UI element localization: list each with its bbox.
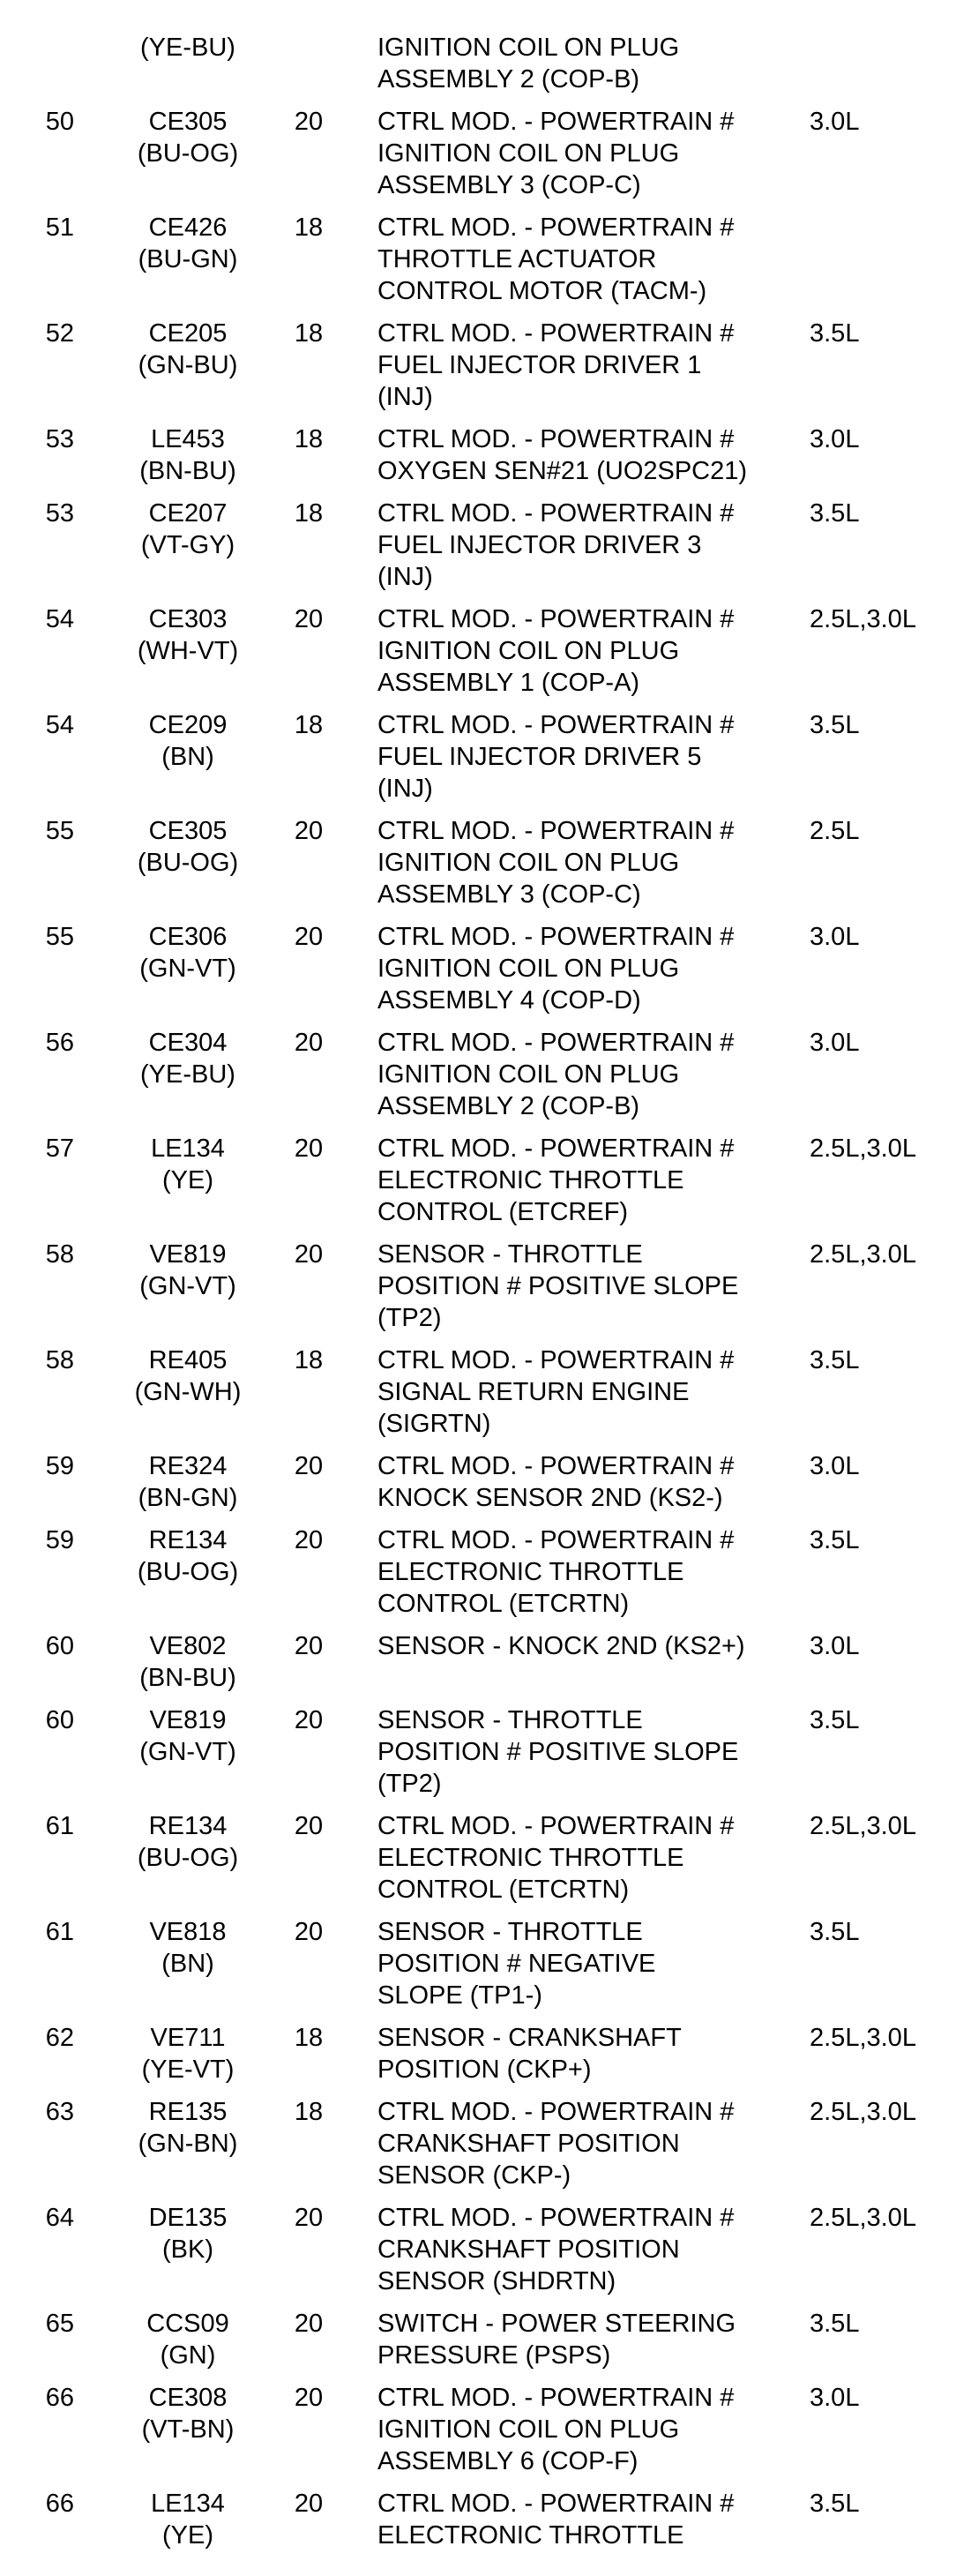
pin-number: 63 (45, 2098, 74, 2126)
engine-options: 2.5L,3.0L (810, 1240, 916, 1269)
circuit-cell (95, 1239, 280, 1302)
table-row (0, 815, 956, 910)
circuit-cell (95, 2022, 280, 2086)
engine-options: 3.0L (810, 108, 860, 136)
circuit-cell (95, 815, 280, 879)
circuit-cell (95, 1916, 280, 1980)
circuit-cell (95, 1344, 280, 1408)
circuit-cell (95, 709, 280, 773)
wire-color: (BN-BU) (139, 1664, 236, 1692)
pin-number: 57 (45, 1134, 74, 1163)
wire-gauge: 20 (294, 2204, 324, 2232)
wire-color: (GN) (160, 2341, 216, 2370)
wire-gauge: 18 (294, 499, 324, 528)
wire-gauge: 20 (294, 1918, 324, 1946)
wire-gauge: 18 (294, 2024, 324, 2052)
circuit-id: LE134 (151, 2490, 225, 2518)
pin-number: 50 (45, 108, 74, 136)
circuit-function: CTRL MOD. - POWERTRAIN # ELECTRONIC THROTTLE CONTROL (ETCRTN) (377, 1526, 735, 1618)
engine-options: 3.5L (810, 319, 860, 348)
table-row (0, 212, 956, 307)
wire-gauge: 18 (294, 1346, 324, 1374)
wire-gauge: 20 (294, 1240, 324, 1269)
wire-gauge: 18 (294, 425, 324, 453)
table-row (0, 1450, 956, 1514)
pin-number: 62 (45, 2024, 74, 2052)
pin-number: 66 (45, 2384, 74, 2412)
wire-color: (YE-VT) (141, 2056, 235, 2084)
circuit-function: CTRL MOD. - POWERTRAIN # ELECTRONIC THROTTLE (377, 2490, 735, 2550)
table-row (0, 2202, 956, 2297)
wire-color: (GN-BU) (138, 351, 238, 379)
wire-gauge: 18 (294, 213, 324, 242)
circuit-cell (95, 2382, 280, 2445)
circuit-function: CTRL MOD. - POWERTRAIN # IGNITION COIL ON PLUG ASSEMBLY 4 (COP-D) (377, 923, 735, 1015)
wire-color: (BN-GN) (138, 1484, 238, 1512)
pin-number: 66 (45, 2490, 74, 2518)
circuit-function: IGNITION COIL ON PLUG ASSEMBLY 2 (COP-B) (377, 34, 680, 94)
circuit-function: CTRL MOD. - POWERTRAIN # IGNITION COIL ON PLUG ASSEMBLY 6 (COP-F) (377, 2384, 735, 2475)
engine-options: 3.5L (810, 2310, 860, 2338)
wire-color: (GN-WH) (134, 1378, 242, 1406)
circuit-function: SENSOR - THROTTLE POSITION # POSITIVE SLOPE (TP2) (377, 1706, 739, 1798)
wire-color: (GN-VT) (139, 955, 236, 983)
circuit-cell (95, 2308, 280, 2371)
circuit-function: CTRL MOD. - POWERTRAIN # ELECTRONIC THROTTLE CONTROL (ETCRTN) (377, 1812, 735, 1904)
pin-number: 54 (45, 711, 74, 739)
wire-gauge: 20 (294, 108, 324, 136)
engine-options: 3.5L (810, 1526, 860, 1554)
table-row (0, 1344, 956, 1440)
wire-gauge: 20 (294, 817, 324, 845)
wire-gauge: 20 (294, 1812, 324, 1840)
engine-options: 2.5L,3.0L (810, 2204, 916, 2232)
table-row (0, 1027, 956, 1122)
circuit-function: CTRL MOD. - POWERTRAIN # IGNITION COIL ON PLUG ASSEMBLY 3 (COP-C) (377, 817, 735, 909)
circuit-function: CTRL MOD. - POWERTRAIN # FUEL INJECTOR DRIVER 5 (INJ) (377, 711, 735, 803)
table-row (0, 32, 956, 95)
pin-number: 59 (45, 1526, 74, 1554)
pin-number: 53 (45, 499, 74, 528)
wire-color: (VT-GY) (140, 531, 235, 559)
engine-options: 2.5L,3.0L (810, 1134, 916, 1163)
wire-gauge: 18 (294, 319, 324, 348)
circuit-function: CTRL MOD. - POWERTRAIN # FUEL INJECTOR DRIVER 3 (INJ) (377, 499, 735, 591)
engine-options: 3.0L (810, 1452, 860, 1480)
wire-color: (BU-OG) (137, 139, 239, 168)
circuit-function: CTRL MOD. - POWERTRAIN # THROTTLE ACTUATOR CONTROL MOTOR (TACM-) (377, 213, 735, 305)
circuit-function: CTRL MOD. - POWERTRAIN # CRANKSHAFT POSITION SENSOR (CKP-) (377, 2098, 735, 2190)
pin-number: 61 (45, 1812, 74, 1840)
pin-number: 58 (45, 1240, 74, 1269)
wire-color: (BN-BU) (139, 457, 236, 485)
wire-color: (YE-BU) (140, 34, 235, 62)
wire-gauge: 20 (294, 1029, 324, 1057)
circuit-id: LE453 (151, 425, 225, 453)
circuit-cell (95, 318, 280, 381)
wire-color: (YE) (162, 1166, 213, 1194)
table-row (0, 2022, 956, 2086)
wire-gauge: 20 (294, 2490, 324, 2518)
pin-number: 52 (45, 319, 74, 348)
table-row (0, 498, 956, 593)
wire-color: (BU-OG) (137, 1558, 239, 1586)
engine-options: 3.5L (810, 1706, 860, 1734)
wire-gauge: 20 (294, 605, 324, 633)
circuit-id: CE207 (148, 499, 228, 528)
table-row (0, 423, 956, 487)
circuit-function: CTRL MOD. - POWERTRAIN # CRANKSHAFT POSITION SENSOR (SHDRTN) (377, 2204, 735, 2295)
circuit-id: DE135 (148, 2204, 228, 2232)
circuit-function: CTRL MOD. - POWERTRAIN # KNOCK SENSOR 2ND (KS2-) (377, 1452, 735, 1512)
circuit-cell (95, 2096, 280, 2160)
table-row (0, 1704, 956, 1800)
pin-number: 60 (45, 1706, 74, 1734)
circuit-id: CE205 (148, 319, 228, 348)
table-row (0, 1524, 956, 1620)
pin-number: 64 (45, 2204, 74, 2232)
circuit-id: RE134 (148, 1812, 228, 1840)
pin-number: 55 (45, 923, 74, 951)
circuit-cell (95, 32, 280, 64)
circuit-id: CE305 (148, 817, 228, 845)
engine-options: 2.5L,3.0L (810, 2098, 916, 2126)
circuit-function: CTRL MOD. - POWERTRAIN # FUEL INJECTOR DRIVER 1 (INJ) (377, 319, 735, 411)
circuit-id: CE426 (148, 213, 228, 242)
pin-number: 58 (45, 1346, 74, 1374)
table-row (0, 318, 956, 413)
wire-gauge: 20 (294, 1632, 324, 1660)
wire-gauge: 20 (294, 923, 324, 951)
circuit-id: CCS09 (146, 2310, 229, 2338)
engine-options: 3.5L (810, 2490, 860, 2518)
pin-number: 53 (45, 425, 74, 453)
table-row (0, 1133, 956, 1228)
engine-options: 3.5L (810, 1918, 860, 1946)
circuit-id: CE306 (148, 923, 228, 951)
table-row (0, 2096, 956, 2191)
engine-options: 3.5L (810, 711, 860, 739)
circuit-cell (95, 1027, 280, 1090)
wire-color: (GN-VT) (139, 1738, 236, 1766)
circuit-function: CTRL MOD. - POWERTRAIN # OXYGEN SEN#21 (UO2SPC21) (377, 425, 748, 485)
circuit-id: VE818 (149, 1918, 227, 1946)
circuit-function: CTRL MOD. - POWERTRAIN # SIGNAL RETURN ENGINE (SIGRTN) (377, 1346, 735, 1438)
table-row (0, 1916, 956, 2011)
engine-options: 2.5L,3.0L (810, 605, 916, 633)
wire-color: (GN-VT) (139, 1272, 236, 1300)
wire-color: (GN-BN) (138, 2130, 238, 2158)
pin-number: 55 (45, 817, 74, 845)
pin-number: 54 (45, 605, 74, 633)
pinout-table (0, 32, 956, 2562)
pin-number: 65 (45, 2310, 74, 2338)
circuit-cell (95, 1450, 280, 1514)
table-row (0, 709, 956, 805)
wire-gauge: 20 (294, 1706, 324, 1734)
wire-gauge: 20 (294, 2384, 324, 2412)
circuit-id: CE303 (148, 605, 228, 633)
circuit-id: VE711 (150, 2024, 226, 2052)
circuit-id: CE308 (148, 2384, 228, 2412)
pin-number: 59 (45, 1452, 74, 1480)
engine-options: 3.0L (810, 425, 860, 453)
wire-color: (BU-OG) (137, 1844, 239, 1872)
engine-options: 2.5L,3.0L (810, 2024, 916, 2052)
circuit-function: SWITCH - POWER STEERING PRESSURE (PSPS) (377, 2310, 736, 2370)
circuit-function: CTRL MOD. - POWERTRAIN # IGNITION COIL ON PLUG ASSEMBLY 2 (COP-B) (377, 1029, 735, 1120)
table-row (0, 1810, 956, 1906)
circuit-id: RE324 (148, 1452, 228, 1480)
circuit-function: CTRL MOD. - POWERTRAIN # IGNITION COIL ON PLUG ASSEMBLY 1 (COP-A) (377, 605, 735, 697)
circuit-cell (95, 921, 280, 985)
table-row (0, 603, 956, 699)
wire-color: (BU-OG) (137, 849, 239, 877)
circuit-function: CTRL MOD. - POWERTRAIN # ELECTRONIC THROTTLE CONTROL (ETCREF) (377, 1134, 735, 1226)
circuit-cell (95, 106, 280, 169)
engine-options: 3.0L (810, 923, 860, 951)
table-row (0, 1239, 956, 1334)
wire-gauge: 20 (294, 1134, 324, 1163)
wire-gauge: 18 (294, 711, 324, 739)
table-row (0, 921, 956, 1016)
circuit-cell (95, 423, 280, 487)
wire-color: (BN) (161, 743, 214, 771)
circuit-id: RE405 (148, 1346, 228, 1374)
circuit-function: SENSOR - THROTTLE POSITION # POSITIVE SLOPE (TP2) (377, 1240, 739, 1332)
circuit-function: SENSOR - THROTTLE POSITION # NEGATIVE SLOPE (TP1-) (377, 1918, 656, 2010)
pin-number: 61 (45, 1918, 74, 1946)
wire-color: (BN) (161, 1950, 214, 1978)
circuit-cell (95, 1524, 280, 1588)
table-row (0, 2488, 956, 2551)
circuit-cell (95, 1133, 280, 1196)
engine-options: 3.5L (810, 499, 860, 528)
circuit-cell (95, 212, 280, 275)
pin-number: 60 (45, 1632, 74, 1660)
wire-color: (BK) (162, 2235, 213, 2264)
circuit-id: RE134 (148, 1526, 228, 1554)
circuit-cell (95, 1810, 280, 1874)
table-row (0, 2382, 956, 2477)
wire-color: (WH-VT) (137, 637, 239, 665)
table-row (0, 2308, 956, 2371)
circuit-id: LE134 (151, 1134, 225, 1163)
table-row (0, 1630, 956, 1694)
circuit-id: CE305 (148, 108, 228, 136)
circuit-id: VE819 (149, 1706, 227, 1734)
wire-gauge: 18 (294, 2098, 324, 2126)
table-row (0, 106, 956, 201)
circuit-function: CTRL MOD. - POWERTRAIN # IGNITION COIL ON PLUG ASSEMBLY 3 (COP-C) (377, 108, 735, 199)
pin-number: 56 (45, 1029, 74, 1057)
pin-number: 51 (45, 213, 74, 242)
circuit-cell (95, 498, 280, 561)
wire-color: (YE-BU) (140, 1060, 235, 1089)
wire-gauge: 20 (294, 1452, 324, 1480)
circuit-id: VE819 (149, 1240, 227, 1269)
engine-options: 2.5L,3.0L (810, 1812, 916, 1840)
circuit-cell (95, 1630, 280, 1694)
engine-options: 2.5L (810, 817, 860, 845)
wire-color: (BU-GN) (138, 245, 238, 273)
circuit-cell (95, 1704, 280, 1768)
wire-color: (YE) (162, 2521, 213, 2550)
wire-gauge: 20 (294, 1526, 324, 1554)
wire-gauge: 20 (294, 2310, 324, 2338)
engine-options: 3.5L (810, 1346, 860, 1374)
engine-options: 3.0L (810, 1029, 860, 1057)
circuit-cell (95, 2202, 280, 2265)
circuit-function: SENSOR - KNOCK 2ND (KS2+) (377, 1632, 745, 1660)
circuit-id: VE802 (149, 1632, 227, 1660)
circuit-id: CE304 (148, 1029, 228, 1057)
circuit-id: CE209 (148, 711, 228, 739)
circuit-id: RE135 (148, 2098, 228, 2126)
circuit-cell (95, 2488, 280, 2551)
engine-options: 3.0L (810, 2384, 860, 2412)
circuit-function: SENSOR - CRANKSHAFT POSITION (CKP+) (377, 2024, 682, 2084)
wire-color: (VT-BN) (141, 2415, 235, 2444)
engine-options: 3.0L (810, 1632, 860, 1660)
circuit-cell (95, 603, 280, 667)
